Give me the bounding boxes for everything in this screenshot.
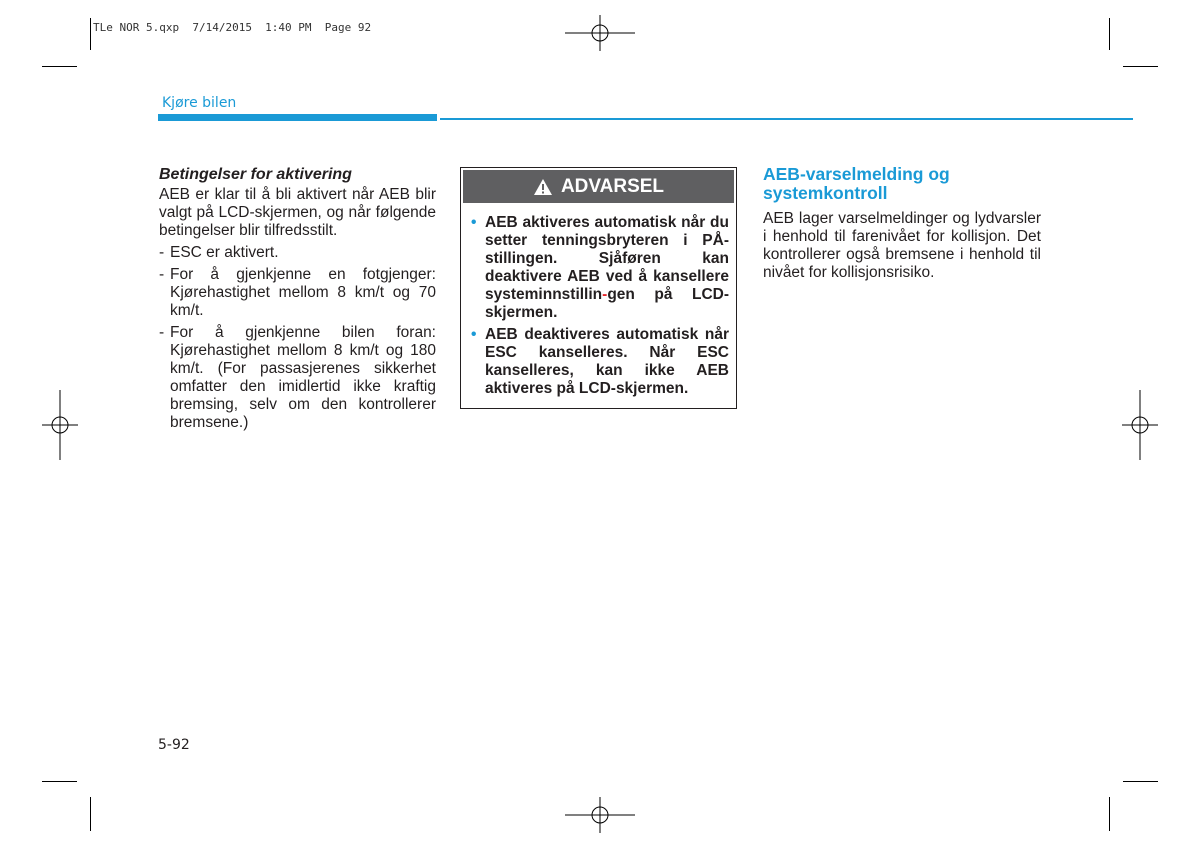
aeb-warning-heading: AEB-varselmelding og systemkontroll	[763, 164, 950, 203]
list-item-text: For å gjenkjenne en fotgjenger: Kjørehastighet mellom 8 km/t og 70 km/t.	[170, 266, 436, 319]
crop-mark-icon	[1123, 66, 1158, 67]
bullet-marker: •	[471, 326, 477, 343]
list-item-text: ESC er aktivert.	[170, 244, 279, 261]
registration-mark-icon	[565, 797, 635, 833]
activation-intro: AEB er klar til å bli aktivert når AEB blir valgt på LCD-skjermen, og når følgende betingelser blir tilfredsstilt.	[159, 186, 436, 239]
crop-mark-icon	[1123, 781, 1158, 782]
activation-heading: Betingelser for aktivering	[159, 166, 352, 183]
warning-title: ADVARSEL	[560, 175, 665, 197]
warning-body	[471, 214, 729, 402]
warning-item-text: AEB aktiveres automatisk når du setter tenningsbryteren i PÅ-stillingen. Sjåføren kan deaktivere AEB ved å kansellere systeminnstillin	[485, 214, 729, 303]
list-item	[159, 324, 436, 432]
warning-item-text: AEB deaktiveres automatisk når ESC kanselleres. Når ESC kanselleres, kan ikke AEB aktiveres på LCD-skjermen.	[485, 326, 729, 397]
aeb-warning-body: AEB lager varselmeldinger og lydvarsler i henhold til farenivået for kollisjon. Det kontrollerer også bremsene i henhold til nivået for kollisjonsrisiko.	[763, 210, 1041, 281]
crop-mark-icon	[1109, 797, 1110, 831]
activation-conditions	[159, 165, 436, 432]
aeb-warning-message-section	[763, 165, 1041, 282]
print-slug: TLe NOR 5.qxp 7/14/2015 1:40 PM Page 92	[93, 21, 372, 34]
crop-mark-icon	[1109, 18, 1110, 50]
list-item	[159, 244, 436, 262]
warning-triangle-icon	[533, 178, 553, 196]
list-item	[159, 266, 436, 320]
list-item-text: For å gjenkjenne bilen foran: Kjørehastighet mellom 8 km/t og 180 km/t. (For passasjerenes sikkerhet omfatter den imidlertid ikke kraftig bremsing, selv om den kontrollerer bremsene.)	[170, 324, 436, 431]
page-number: 5-92	[158, 737, 190, 753]
dash-marker: -	[159, 244, 165, 261]
registration-mark-icon	[1122, 390, 1158, 460]
warning-item-text-tail: gen på LCD-skjermen.	[485, 286, 729, 321]
warning-box	[460, 167, 737, 409]
registration-mark-icon	[42, 390, 78, 460]
crop-mark-icon	[90, 797, 91, 831]
dash-marker: -	[159, 324, 165, 341]
bullet-marker: •	[471, 214, 477, 231]
crop-mark-icon	[42, 781, 77, 782]
registration-mark-icon	[565, 15, 635, 51]
warning-item	[471, 326, 729, 398]
section-rule	[440, 118, 1133, 120]
crop-mark-icon	[90, 18, 91, 50]
crop-mark-icon	[42, 66, 77, 67]
warning-item	[471, 214, 729, 322]
hyphen-mark: -	[602, 286, 608, 303]
section-bar	[158, 114, 437, 121]
dash-marker: -	[159, 266, 165, 283]
section-title: Kjøre bilen	[162, 95, 237, 111]
warning-header	[463, 170, 734, 203]
